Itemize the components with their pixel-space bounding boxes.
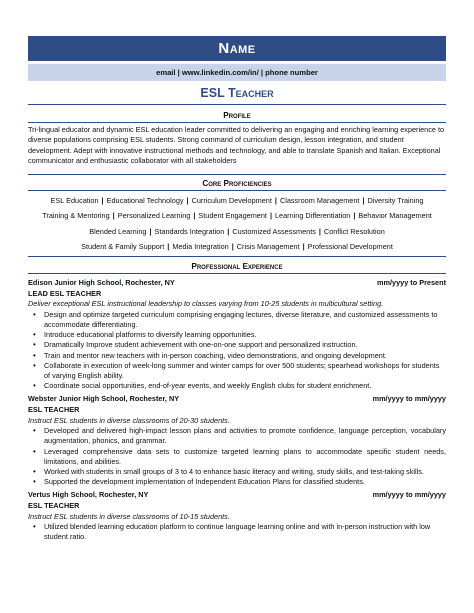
- job-bullets: [28, 310, 446, 392]
- proficiency-item: Classroom Management: [279, 196, 360, 205]
- proficiency-item: Training & Mentoring: [42, 211, 110, 221]
- profile-heading-text: Profile: [223, 111, 251, 120]
- proficiency-item: Student & Family Support: [81, 242, 165, 252]
- bullet-item: • Dramatically Improve student achievement with one-on-one support and personalized instruction.: [44, 340, 446, 350]
- experience-list: [28, 278, 446, 546]
- proficiency-item: Standards Integration: [154, 226, 225, 236]
- candidate-name: Name: [218, 40, 256, 57]
- proficiency-item: Customized Assessments: [232, 226, 316, 236]
- separator: |: [353, 211, 356, 221]
- job-dates: mm/yyyy to Present: [377, 278, 446, 287]
- experience-heading: [0, 262, 474, 271]
- separator: |: [101, 196, 104, 205]
- bullet-item: • Utilized blended learning education platform to continue language learning online and with in-person instruction with low student ratio.: [44, 522, 446, 542]
- proficiency-item: Media Integration: [172, 242, 229, 252]
- separator: |: [302, 242, 305, 252]
- proficiency-item: Educational Technology: [106, 196, 184, 205]
- proficiency-item: Learning Differentiation: [275, 211, 351, 221]
- profile-summary: Tri-lingual educator and dynamic ESL education leader committed to delivering an engaging and enriching learning experience to diverse populations comprising ESL students. Strong command of curriculum design, lesson integration, and student development. Adept with innovative instructional methods and technology, and able to translate Spanish and Italian. Exceptional communicator and enthusiastic collaborator with all stakeholders: [28, 125, 445, 166]
- core-heading-text: Core Proficiencies: [202, 179, 272, 188]
- separator: |: [186, 196, 189, 205]
- core-proficiencies: [26, 193, 448, 255]
- proficiency-row: [26, 224, 448, 239]
- bullet-item: • Collaborate in execution of week-long summer and winter camps for over 500 students; spearhead workshops for students of varying English ability.: [44, 361, 446, 381]
- job-role: ESL TEACHER: [28, 501, 80, 510]
- job-header: [28, 490, 446, 501]
- separator: |: [318, 226, 321, 236]
- bullet-item: • Supported the development implementation of Independent Education Plans for classified students.: [44, 477, 446, 487]
- job-entry: [28, 490, 446, 542]
- separator: |: [231, 242, 234, 252]
- employer: Edison Junior High School, Rochester, NY: [28, 278, 175, 287]
- separator: |: [167, 242, 170, 252]
- bullet-item: • Design and optimize targeted curriculum comprising engaging lectures, diverse literature, and customized assessments to accommodate differentiating.: [44, 310, 446, 330]
- separator: |: [112, 211, 115, 221]
- separator: |: [269, 211, 272, 221]
- job-entry: [28, 394, 446, 487]
- experience-heading-text: Professional Experience: [191, 262, 283, 271]
- separator: |: [149, 226, 152, 236]
- job-title-text: ESL Teacher: [200, 86, 274, 100]
- proficiency-item: Behavior Management: [358, 211, 432, 221]
- proficiency-item: Professional Development: [307, 242, 393, 252]
- job-header: [28, 394, 446, 405]
- profile-heading: [0, 111, 474, 120]
- proficiency-item: Crisis Management: [236, 242, 300, 252]
- job-role: LEAD ESL TEACHER: [28, 288, 102, 298]
- employer: Webster Junior High School, Rochester, NY: [28, 394, 180, 404]
- proficiency-item: Diversity Training: [367, 196, 424, 205]
- core-top-divider: [28, 174, 446, 175]
- job-summary: Deliver exceptional ESL instructional leadership to classes varying from 10-25 students in multicultural setting.: [28, 299, 384, 309]
- proficiency-item: Blended Learning: [89, 226, 147, 236]
- name-banner: [28, 36, 446, 61]
- bullet-item: • Introduce educational platforms to diversify learning opportunities.: [44, 330, 446, 340]
- bullet-item: • Train and mentor new teachers with in-person coaching, video demonstrations, and ongoing development.: [44, 351, 446, 361]
- contact-banner: [28, 64, 446, 81]
- proficiency-item: Curriculum Development: [191, 196, 272, 205]
- proficiency-row: [26, 208, 448, 223]
- bullet-item: • Worked with students in small groups of 3 to 4 to enhance basic literacy and writing, study skills, and test-taking skills.: [44, 467, 446, 477]
- experience-divider: [28, 273, 446, 274]
- core-heading: [0, 179, 474, 188]
- job-title-divider: [28, 104, 446, 105]
- experience-top-divider: [28, 256, 446, 257]
- job-role: ESL TEACHER: [28, 405, 80, 414]
- proficiency-item: Student Engagement: [198, 211, 267, 221]
- job-header: [28, 278, 446, 289]
- profile-divider: [28, 122, 446, 123]
- separator: |: [274, 196, 277, 205]
- job-summary: Instruct ESL students in diverse classrooms of 10-15 students.: [28, 511, 230, 521]
- job-summary: Instruct ESL students in diverse classrooms of 20-30 students.: [28, 415, 230, 425]
- bullet-item: • Leveraged comprehensive data sets to customize targeted learning plans to accommodate specific student needs, limitations, and abilities.: [44, 447, 446, 467]
- contact-info: email | www.linkedin.com/in/ | phone number: [156, 68, 318, 77]
- separator: |: [227, 226, 230, 236]
- employer: Vertus High School, Rochester, NY: [28, 490, 149, 500]
- bullet-item: • Coordinate social opportunities, end-of-year events, and weekly English clubs for student enrichment.: [44, 381, 446, 391]
- job-entry: [28, 278, 446, 391]
- proficiency-row: [26, 193, 448, 208]
- proficiency-row: [26, 239, 448, 254]
- proficiency-item: Personalized Learning: [117, 211, 191, 221]
- core-divider: [28, 190, 446, 191]
- separator: |: [193, 211, 196, 221]
- proficiency-item: ESL Education: [50, 196, 99, 205]
- job-bullets: [28, 426, 446, 487]
- bullet-item: • Developed and delivered high-impact lesson plans and activities to promote confidence, language perception, vocabulary augmentation, phonics, and grammar.: [44, 426, 446, 446]
- job-dates: mm/yyyy to mm/yyyy: [372, 490, 446, 500]
- separator: |: [362, 196, 365, 205]
- job-bullets: [28, 522, 446, 542]
- job-title: [0, 86, 474, 100]
- job-dates: mm/yyyy to mm/yyyy: [372, 394, 446, 404]
- proficiency-item: Conflict Resolution: [323, 226, 385, 236]
